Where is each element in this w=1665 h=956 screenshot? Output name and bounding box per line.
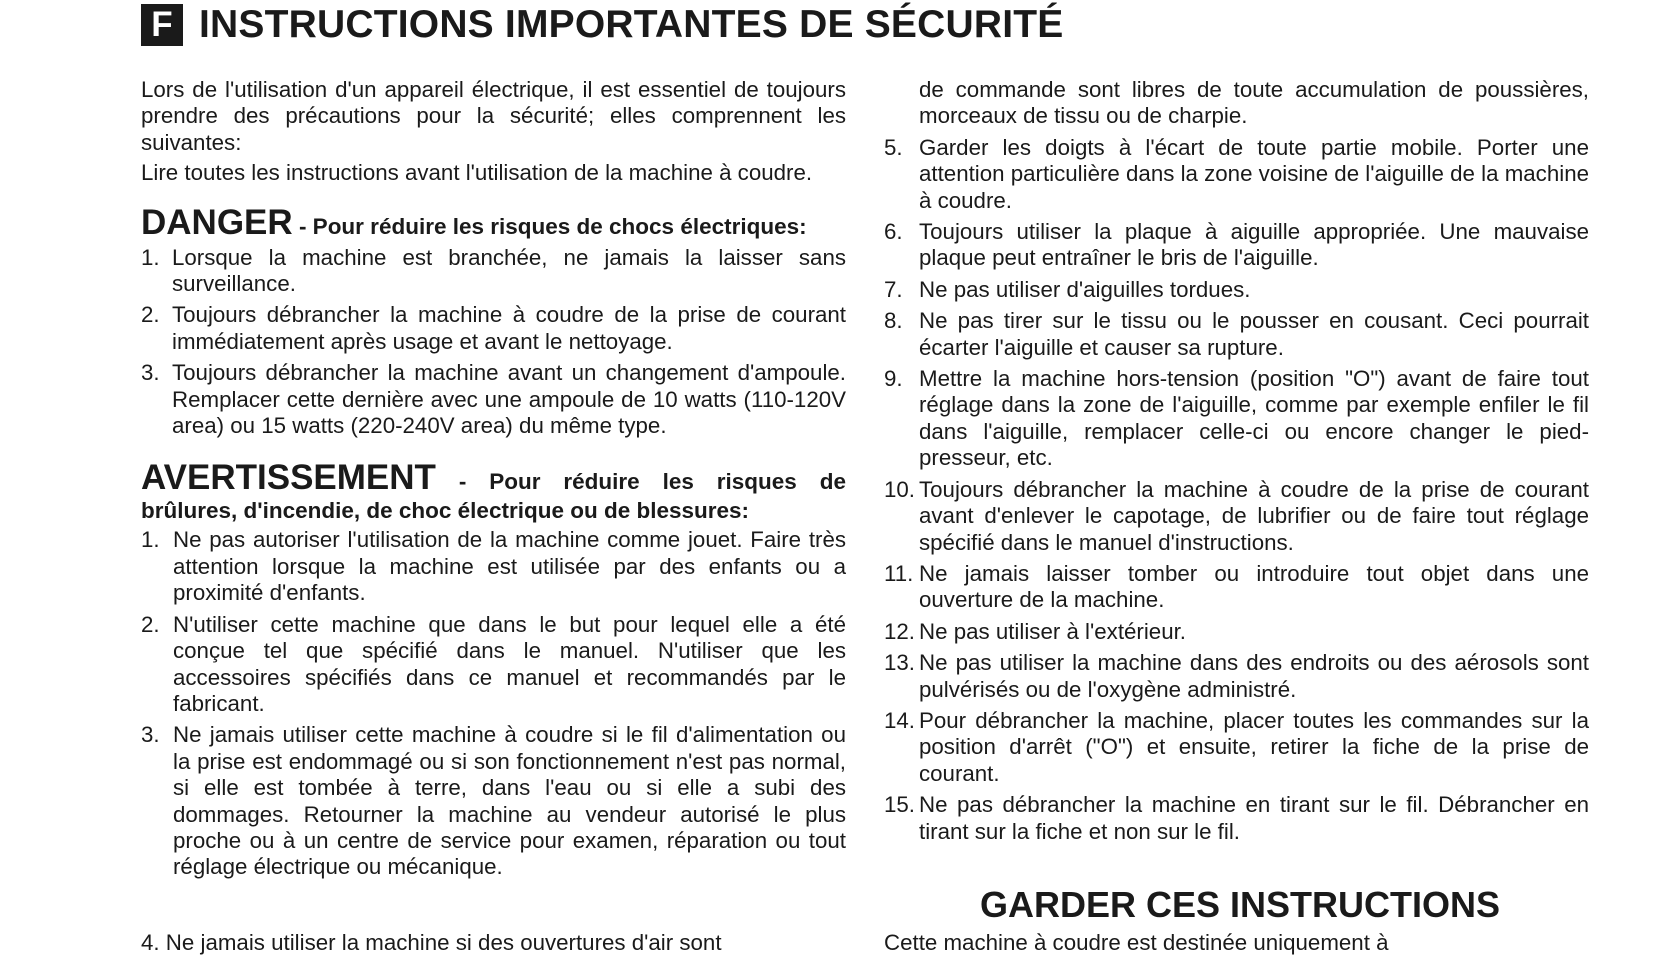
item-number: 8.	[884, 308, 903, 334]
list-item	[884, 708, 1589, 787]
item-text: Mettre la machine hors-tension (position "O") avant de faire tout réglage dans la zone de l'aiguille, comme par exemple enfiler le fil dans l'aiguille, remplacer celle-ci ou encore changer le pied-presseur, etc.	[919, 366, 1589, 471]
item-text: Ne pas tirer sur le tissu ou le pousser en cousant. Ceci pourrait écarter l'aiguille et causer sa rupture.	[919, 308, 1589, 360]
list-item	[884, 650, 1589, 703]
list-item	[884, 619, 1589, 645]
danger-subtitle: - Pour réduire les risques de chocs électriques:	[292, 213, 807, 239]
item-number: 5.	[884, 134, 903, 160]
continued-item-text: de commande sont libres de toute accumulation de poussières, morceaux de tissu ou de charpie.	[919, 77, 1589, 129]
avertissement-list-continued	[884, 135, 1589, 845]
item-text: Toujours débrancher la machine à coudre de la prise de courant immédiatement après usage et avant le nettoyage.	[172, 302, 846, 354]
list-item	[884, 477, 1589, 556]
list-item	[884, 277, 1589, 303]
item-number: 7.	[884, 276, 903, 302]
list-item	[141, 527, 846, 606]
left-cut-off-line: 4. Ne jamais utiliser la machine si des ouvertures d'air sont	[141, 930, 722, 955]
list-item	[884, 366, 1589, 472]
right-cut-off-line: Cette machine à coudre est destinée uniquement à	[884, 930, 1389, 955]
item-text: Lorsque la machine est branchée, ne jamais la laisser sans surveillance.	[172, 244, 846, 297]
item-text: Ne pas utiliser à l'extérieur.	[919, 618, 1186, 644]
item-number: 2.	[141, 611, 160, 637]
list-item	[884, 135, 1589, 214]
item-number: 1.	[141, 244, 160, 270]
item-number: 6.	[884, 219, 903, 245]
list-item	[141, 360, 846, 439]
danger-heading	[141, 202, 846, 243]
item-number: 12.	[884, 618, 915, 644]
intro-paragraph: Lors de l'utilisation d'un appareil électrique, il est essentiel de toujours prendre des précautions pour la sécurité; elles comprennent les suivantes:	[141, 77, 846, 155]
list-item	[884, 792, 1589, 845]
left-column	[141, 77, 846, 886]
item-text: Toujours débrancher la machine avant un changement d'ampoule. Remplacer cette dernière avec une ampoule de 10 watts (110-120V area) ou 15 watts (220-240V area) du même type.	[172, 360, 846, 439]
item-number: 15.	[884, 792, 915, 818]
item-number: 3.	[141, 360, 160, 386]
item-number: 13.	[884, 650, 915, 676]
page-header	[141, 3, 1064, 47]
list-item	[141, 245, 846, 298]
item-number: 1.	[141, 527, 160, 553]
list-item	[141, 302, 846, 355]
avertissement-list	[141, 527, 846, 880]
item-number: 9.	[884, 366, 903, 392]
page-title: INSTRUCTIONS IMPORTANTES DE SÉCURITÉ	[199, 3, 1064, 46]
keep-instructions-title: GARDER CES INSTRUCTIONS	[980, 884, 1501, 925]
item-number: 3.	[141, 722, 160, 748]
read-all-instructions: Lire toutes les instructions avant l'utilisation de la machine à coudre.	[141, 160, 813, 186]
item-text: Toujours utiliser la plaque à aiguille appropriée. Une mauvaise plaque peut entraîner le bris de l'aiguille.	[919, 219, 1589, 271]
language-badge: F	[141, 4, 183, 46]
item-text: Ne pas autoriser l'utilisation de la machine comme jouet. Faire très attention lorsque la machine est utilisée par des enfants ou a proximité d'enfants.	[173, 527, 846, 606]
item-text: Ne pas utiliser la machine dans des endroits ou des aérosols sont pulvérisés ou de l'oxygène administré.	[919, 650, 1589, 702]
item-number: 10.	[884, 476, 915, 502]
list-item	[884, 561, 1589, 614]
item-text: Ne pas débrancher la machine en tirant sur le fil. Débrancher en tirant sur la fiche et non sur le fil.	[919, 792, 1589, 844]
list-item	[141, 722, 846, 880]
avertissement-label: AVERTISSEMENT	[141, 458, 436, 498]
item-text: Toujours débrancher la machine à coudre de la prise de courant avant d'enlever le capotage, de lubrifier ou de faire tout réglage spécifié dans le manuel d'instructions.	[919, 476, 1589, 555]
list-item	[884, 308, 1589, 361]
item-text: Pour débrancher la machine, placer toutes les commandes sur la position d'arrêt ("O") et ensuite, retirer la fiche de la prise de courant.	[919, 707, 1589, 786]
item-text: Ne jamais laisser tomber ou introduire tout objet dans une ouverture de la machine.	[919, 560, 1589, 613]
avertissement-heading	[141, 458, 846, 525]
danger-label: DANGER	[141, 202, 293, 242]
avertissement-subtitle: - Pour réduire les risques de brûlures, d'incendie, de choc électrique ou de blessures:	[141, 469, 846, 524]
item-text: N'utiliser cette machine que dans le but pour lequel elle a été conçue tel que spécifié dans le manuel. N'utiliser que les accessoires spécifiés dans ce manuel et recommandés par le fabricant.	[173, 611, 846, 716]
item-text: Garder les doigts à l'écart de toute partie mobile. Porter une attention particulière dans la zone voisine de l'aiguille de la machine à coudre.	[919, 134, 1589, 213]
item-number: 2.	[141, 302, 160, 328]
danger-list	[141, 245, 846, 440]
right-column	[884, 77, 1589, 850]
item-text: Ne pas utiliser d'aiguilles tordues.	[919, 276, 1251, 302]
list-item	[884, 219, 1589, 272]
item-number: 11.	[884, 560, 914, 586]
list-item	[141, 612, 846, 718]
item-text: Ne jamais utiliser cette machine à coudre si le fil d'alimentation ou la prise est endommagé ou si son fonctionnement n'est pas normal, si elle est tombée à terre, dans l'eau ou si elle a subi des dommages. Retourner la machine au vendeur autorisé le plus proche ou à un centre de service pour examen, réparation ou tout réglage électrique ou mécanique.	[173, 722, 846, 880]
item-number: 14.	[884, 707, 915, 733]
